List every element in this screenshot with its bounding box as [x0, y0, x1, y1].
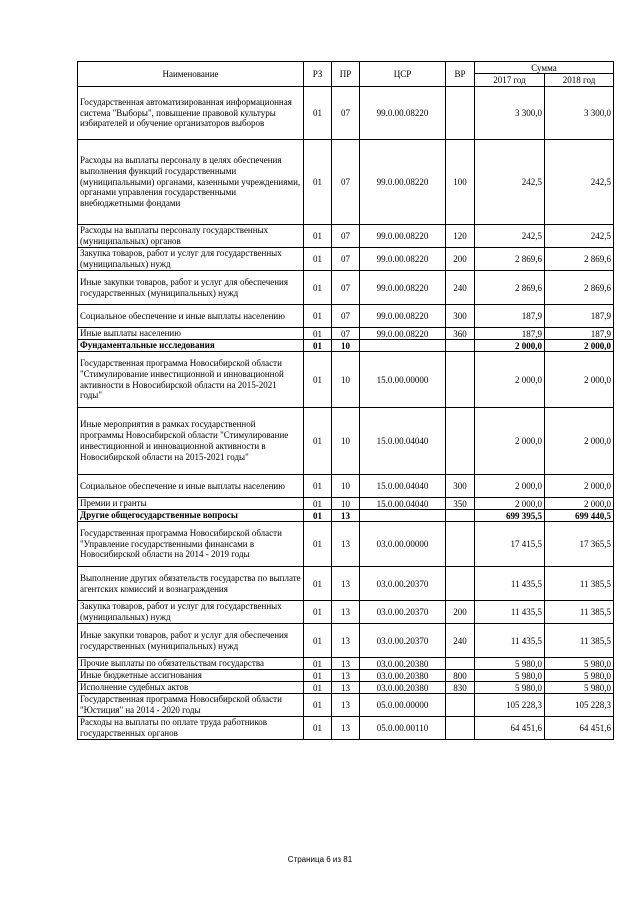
cell-rz: 01: [304, 87, 332, 140]
header-vr: ВР: [446, 62, 475, 87]
cell-2017: 5 980,0: [475, 682, 545, 694]
table-row: [78, 717, 614, 740]
cell-vr: [446, 694, 475, 717]
cell-2018: 2 000,0: [545, 498, 614, 510]
cell-rz: 01: [304, 498, 332, 510]
cell-csr: 03.0.00.20370: [360, 567, 446, 601]
cell-name: Закупка товаров, работ и услуг для государственных (муниципальных) нужд: [78, 601, 304, 624]
cell-2018: 5 980,0: [545, 682, 614, 694]
cell-vr: 300: [446, 475, 475, 498]
cell-2017: 11 435,5: [475, 601, 545, 624]
page-footer: Страница 6 из 81: [287, 855, 353, 864]
cell-pr: 07: [332, 248, 360, 271]
cell-2017: 242,5: [475, 140, 545, 225]
cell-name: Закупка товаров, работ и услуг для государственных (муниципальных) нужд: [78, 248, 304, 271]
cell-csr: 05.0.00.00000: [360, 694, 446, 717]
cell-vr: 120: [446, 225, 475, 248]
table-row: [78, 670, 614, 682]
cell-2018: 11 385,5: [545, 567, 614, 601]
cell-name: Социальное обеспечение и иные выплаты населению: [78, 305, 304, 328]
header-sum: Сумма: [475, 62, 614, 74]
cell-csr: 03.0.00.00000: [360, 522, 446, 567]
cell-name: Выполнение других обязательств государства по выплате агентских комиссий и вознаграждения: [78, 567, 304, 601]
table-row: [78, 225, 614, 248]
cell-pr: 13: [332, 522, 360, 567]
cell-pr: 07: [332, 140, 360, 225]
cell-rz: 01: [304, 140, 332, 225]
table-row: [78, 271, 614, 305]
cell-2018: 2 000,0: [545, 475, 614, 498]
cell-name: Иные закупки товаров, работ и услуг для обеспечения государственных (муниципальных) нужд: [78, 271, 304, 305]
cell-name: Прочие выплаты по обязательствам государства: [78, 658, 304, 670]
cell-name: Социальное обеспечение и иные выплаты населению: [78, 475, 304, 498]
cell-2018: 2 000,0: [545, 340, 614, 352]
cell-2017: 2 869,6: [475, 248, 545, 271]
cell-2017: 5 980,0: [475, 658, 545, 670]
cell-vr: [446, 340, 475, 352]
table-row: [78, 340, 614, 352]
cell-pr: 10: [332, 475, 360, 498]
cell-csr: 15.0.00.04040: [360, 475, 446, 498]
cell-vr: [446, 408, 475, 475]
cell-2017: 64 451,6: [475, 717, 545, 740]
cell-2017: 2 869,6: [475, 271, 545, 305]
cell-2018: 2 869,6: [545, 248, 614, 271]
cell-csr: 99.0.00.08220: [360, 225, 446, 248]
cell-2017: 2 000,0: [475, 408, 545, 475]
cell-vr: 300: [446, 305, 475, 328]
cell-vr: [446, 658, 475, 670]
table-row: [78, 328, 614, 340]
cell-vr: 240: [446, 624, 475, 658]
cell-pr: 07: [332, 225, 360, 248]
table-row: [78, 694, 614, 717]
cell-name: Иные бюджетные ассигнования: [78, 670, 304, 682]
table-row: [78, 475, 614, 498]
cell-name: Государственная автоматизированная информационная система "Выборы", повышение правовой культуры избирателей и обучение организаторов выборов: [78, 87, 304, 140]
cell-name: Расходы на выплаты по оплате труда работников государственных органов: [78, 717, 304, 740]
cell-vr: 200: [446, 601, 475, 624]
cell-rz: 01: [304, 352, 332, 408]
cell-pr: 10: [332, 408, 360, 475]
cell-name: Иные выплаты населению: [78, 328, 304, 340]
cell-2018: 5 980,0: [545, 670, 614, 682]
cell-name: Государственная программа Новосибирской области "Юстиция" на 2014 - 2020 годы: [78, 694, 304, 717]
table-row: [78, 567, 614, 601]
header-csr: ЦСР: [360, 62, 446, 87]
cell-vr: 100: [446, 140, 475, 225]
cell-csr: 99.0.00.08220: [360, 305, 446, 328]
cell-csr: 15.0.00.04040: [360, 498, 446, 510]
cell-2018: 2 000,0: [545, 408, 614, 475]
header-name: Наименование: [78, 62, 304, 87]
cell-csr: [360, 510, 446, 522]
cell-rz: 01: [304, 305, 332, 328]
cell-vr: 360: [446, 328, 475, 340]
cell-rz: 01: [304, 248, 332, 271]
cell-pr: 13: [332, 601, 360, 624]
cell-pr: 13: [332, 670, 360, 682]
cell-pr: 13: [332, 624, 360, 658]
cell-name: Расходы на выплаты персоналу государственных (муниципальных) органов: [78, 225, 304, 248]
cell-csr: 99.0.00.08220: [360, 328, 446, 340]
cell-csr: 03.0.00.20380: [360, 670, 446, 682]
table-row: [78, 352, 614, 408]
table-row: [78, 522, 614, 567]
cell-2017: 5 980,0: [475, 670, 545, 682]
cell-rz: 01: [304, 682, 332, 694]
cell-2018: 242,5: [545, 140, 614, 225]
cell-csr: 03.0.00.20380: [360, 658, 446, 670]
cell-pr: 13: [332, 694, 360, 717]
cell-pr: 13: [332, 567, 360, 601]
table-row: [78, 140, 614, 225]
cell-vr: 350: [446, 498, 475, 510]
cell-csr: 15.0.00.00000: [360, 352, 446, 408]
cell-2018: 3 300,0: [545, 87, 614, 140]
cell-2018: 242,5: [545, 225, 614, 248]
cell-pr: 13: [332, 682, 360, 694]
cell-name: Государственная программа Новосибирской области "Управление государственными финансами в Новосибирской области на 2014 - 2019 годы: [78, 522, 304, 567]
cell-csr: [360, 340, 446, 352]
cell-rz: 01: [304, 475, 332, 498]
cell-2018: 64 451,6: [545, 717, 614, 740]
cell-csr: 03.0.00.20370: [360, 624, 446, 658]
cell-pr: 07: [332, 271, 360, 305]
cell-2018: 2 000,0: [545, 352, 614, 408]
cell-csr: 99.0.00.08220: [360, 140, 446, 225]
table-body: [78, 87, 614, 740]
cell-2017: 2 000,0: [475, 340, 545, 352]
table-row: [78, 601, 614, 624]
table-row: [78, 87, 614, 140]
table-row: [78, 658, 614, 670]
cell-2017: 3 300,0: [475, 87, 545, 140]
cell-rz: 01: [304, 510, 332, 522]
cell-2017: 2 000,0: [475, 498, 545, 510]
table-row: [78, 305, 614, 328]
table-row: [78, 408, 614, 475]
cell-2017: 2 000,0: [475, 352, 545, 408]
cell-name: Фундаментальные исследования: [78, 340, 304, 352]
cell-rz: 01: [304, 717, 332, 740]
cell-rz: 01: [304, 271, 332, 305]
cell-vr: [446, 87, 475, 140]
cell-csr: 03.0.00.20380: [360, 682, 446, 694]
cell-name: Премии и гранты: [78, 498, 304, 510]
cell-vr: [446, 522, 475, 567]
table-row: [78, 682, 614, 694]
cell-pr: 07: [332, 328, 360, 340]
cell-rz: 01: [304, 225, 332, 248]
header-2018: 2018 год: [545, 74, 614, 87]
cell-2017: 105 228,3: [475, 694, 545, 717]
cell-pr: 07: [332, 305, 360, 328]
table-row: [78, 498, 614, 510]
table-row: [78, 248, 614, 271]
cell-pr: 10: [332, 352, 360, 408]
cell-2018: 17 365,5: [545, 522, 614, 567]
cell-2018: 11 385,5: [545, 624, 614, 658]
cell-name: Другие общегосударственные вопросы: [78, 510, 304, 522]
header-pr: ПР: [332, 62, 360, 87]
cell-name: Иные закупки товаров, работ и услуг для обеспечения государственных (муниципальных) нужд: [78, 624, 304, 658]
cell-csr: 99.0.00.08220: [360, 248, 446, 271]
cell-rz: 01: [304, 328, 332, 340]
budget-table: [77, 61, 614, 740]
cell-vr: [446, 717, 475, 740]
cell-vr: 200: [446, 248, 475, 271]
cell-vr: 830: [446, 682, 475, 694]
cell-vr: [446, 352, 475, 408]
cell-rz: 01: [304, 408, 332, 475]
cell-vr: [446, 567, 475, 601]
cell-csr: 15.0.00.04040: [360, 408, 446, 475]
cell-csr: 05.0.00.00110: [360, 717, 446, 740]
cell-2017: 187,9: [475, 328, 545, 340]
cell-vr: [446, 510, 475, 522]
cell-rz: 01: [304, 658, 332, 670]
cell-pr: 07: [332, 87, 360, 140]
cell-2017: 11 435,5: [475, 624, 545, 658]
cell-rz: 01: [304, 567, 332, 601]
cell-pr: 13: [332, 717, 360, 740]
cell-rz: 01: [304, 670, 332, 682]
cell-pr: 13: [332, 510, 360, 522]
cell-2017: 699 395,5: [475, 510, 545, 522]
cell-name: Государственная программа Новосибирской области "Стимулирование инвестиционной и инновационной активности в Новосибирской области на 2015-2021 годы": [78, 352, 304, 408]
cell-rz: 01: [304, 522, 332, 567]
cell-name: Иные мероприятия в рамках государственной программы Новосибирской области "Стимулирование инвестиционной и инновационной активности в Новосибирской области на 2015-2021 годы": [78, 408, 304, 475]
table-row: [78, 624, 614, 658]
cell-name: Исполнение судебных актов: [78, 682, 304, 694]
cell-2017: 242,5: [475, 225, 545, 248]
cell-2017: 17 415,5: [475, 522, 545, 567]
cell-2018: 5 980,0: [545, 658, 614, 670]
header-rz: РЗ: [304, 62, 332, 87]
cell-pr: 10: [332, 498, 360, 510]
cell-vr: 800: [446, 670, 475, 682]
cell-pr: 10: [332, 340, 360, 352]
table-row: [78, 510, 614, 522]
header-2017: 2017 год: [475, 74, 545, 87]
cell-2018: 187,9: [545, 328, 614, 340]
cell-2017: 11 435,5: [475, 567, 545, 601]
cell-rz: 01: [304, 601, 332, 624]
cell-csr: 99.0.00.08220: [360, 271, 446, 305]
cell-2017: 187,9: [475, 305, 545, 328]
cell-2018: 699 440,5: [545, 510, 614, 522]
cell-2018: 105 228,3: [545, 694, 614, 717]
cell-csr: 03.0.00.20370: [360, 601, 446, 624]
cell-csr: 99.0.00.08220: [360, 87, 446, 140]
cell-rz: 01: [304, 340, 332, 352]
cell-rz: 01: [304, 624, 332, 658]
cell-2018: 11 385,5: [545, 601, 614, 624]
cell-2018: 187,9: [545, 305, 614, 328]
cell-rz: 01: [304, 694, 332, 717]
cell-2017: 2 000,0: [475, 475, 545, 498]
cell-vr: 240: [446, 271, 475, 305]
cell-2018: 2 869,6: [545, 271, 614, 305]
cell-pr: 13: [332, 658, 360, 670]
cell-name: Расходы на выплаты персоналу в целях обеспечения выполнения функций государственными (муниципальными) органами, казенными учреждениями, органами управления государственными внебюджетными фондами: [78, 140, 304, 225]
